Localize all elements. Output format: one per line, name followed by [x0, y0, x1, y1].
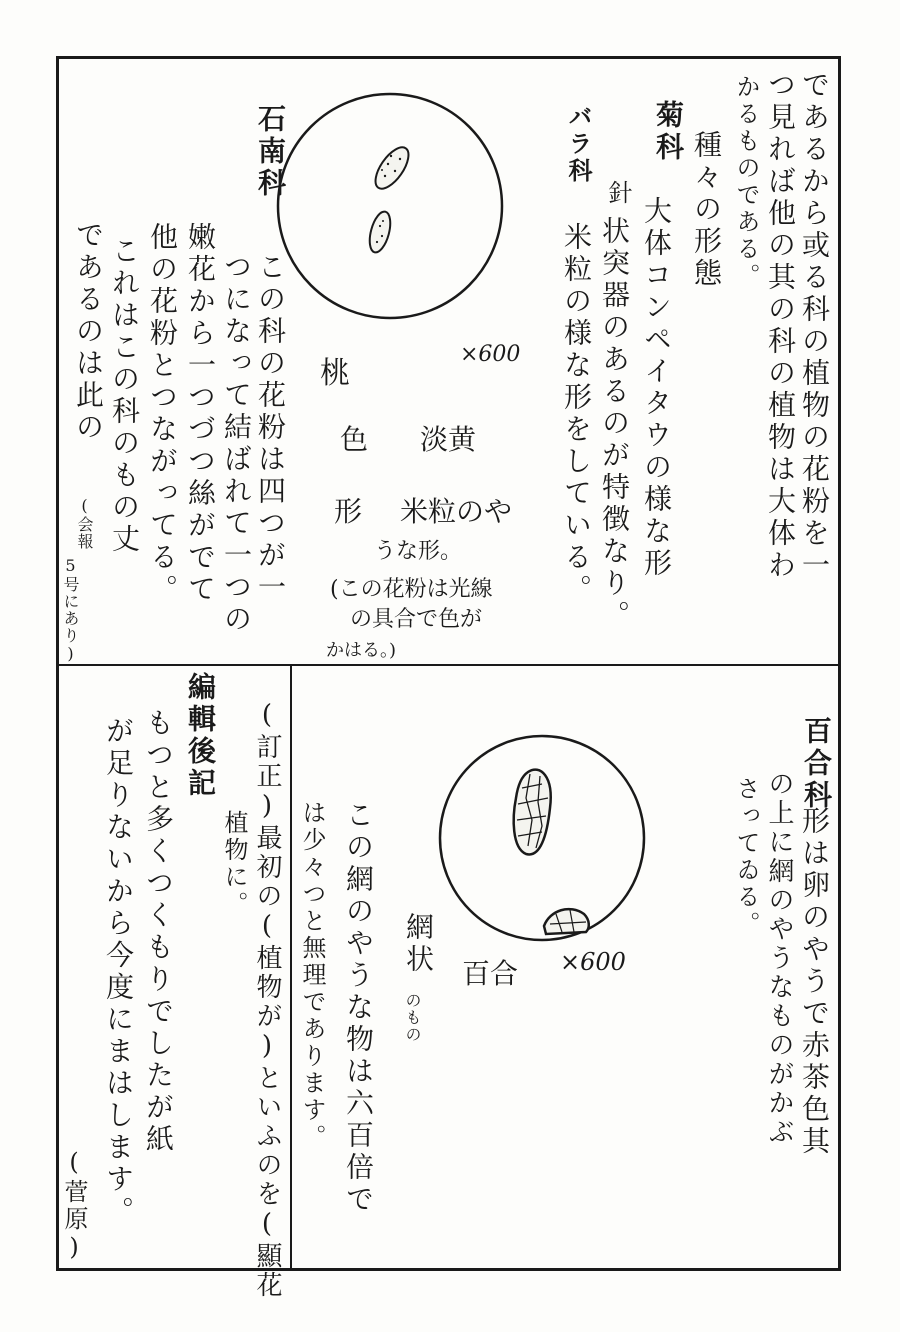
momo-note-line-1: (この花粉は光線	[330, 577, 493, 602]
frame-bottom-split	[290, 666, 292, 1270]
yuri-text-column-2: の上に網のやうなものがかぶ	[764, 770, 794, 1147]
intro-text-column-1: であるから或る科の植物の花粉を一	[798, 70, 831, 582]
kiku-text-column-3: 状突器のあるのが特徴なり。	[598, 216, 631, 632]
intro-text-column-2: つ見れば他の其の科の植物は大体わ	[764, 70, 797, 582]
yuri-pollen-microscope-view	[432, 728, 652, 948]
yuri-text-column-3: さってゐる。	[732, 776, 760, 938]
yuri-text-column-1: 形は卵のやうで赤茶色其	[798, 806, 831, 1158]
ami-label: 網状	[402, 912, 435, 976]
frame-top	[58, 56, 840, 59]
bara-family-heading: バラ科	[564, 104, 593, 185]
momo-pollen-microscope-view	[270, 86, 510, 326]
kiku-text-column-1: 種々の形態	[690, 130, 723, 290]
sekinan-text-column-4: 他の花粉とつながってる。	[146, 222, 179, 606]
kiku-text-column-2-head: 針	[604, 180, 632, 207]
editor-postscript-column-1: もつと多くつくもりでしたが紙	[142, 708, 175, 1156]
kiku-family-heading: 菊科	[652, 100, 685, 164]
frame-bottom	[58, 1268, 840, 1271]
momo-label: 桃	[320, 356, 350, 391]
sekinan-text-column-3: 嫩花から一つづつ絲がでて	[184, 222, 217, 606]
yuri-magnification: ×600	[560, 948, 626, 976]
intro-text-column-3: かるものである。	[732, 74, 760, 290]
mesh-note-column-2: は少々つと無理であります。	[298, 800, 326, 1151]
bara-text-column-1: 米粒の様な形をしている。	[560, 222, 593, 606]
momo-shape-value-2: うな形。	[374, 539, 463, 564]
sekinan-text-column-6: であるのは此の	[72, 220, 105, 444]
sekinan-text-column-1: この科の花粉は四つが一	[254, 252, 287, 604]
kaiho-reference: (会報	[75, 496, 94, 550]
editor-signature: (菅原)	[60, 1148, 88, 1264]
kiku-text-column-2: 大体コンペイタウの様な形	[640, 196, 673, 580]
momo-shape-label: 形	[334, 495, 363, 528]
editor-postscript-heading: 編輯後記	[184, 672, 217, 800]
sekinan-text-column-2: つになって結ばれて一つの	[220, 252, 253, 636]
sekinan-family-heading: 石南科	[254, 104, 287, 200]
momo-note-line-2: の具合で色が	[350, 607, 483, 632]
momo-color-value: 淡黄	[420, 423, 477, 456]
kaiho-reference-number: 5号にあり)	[61, 556, 80, 664]
sekinan-text-column-5: これはこの科のもの丈	[108, 236, 141, 556]
yuri-family-heading: 百合科	[800, 716, 833, 812]
yuri-label: 百合	[462, 957, 519, 990]
ami-small-label: のもの	[403, 992, 422, 1043]
correction-note-column: (訂正)最初の(植物が)といふのを(顯花	[252, 700, 282, 1300]
mesh-note-column-1: この網のやうな物は六百倍で	[342, 800, 375, 1216]
momo-shape-value: 米粒のや	[400, 495, 513, 528]
momo-note-line-3: かはる。)	[326, 640, 397, 661]
momo-color-label: 色	[340, 423, 369, 456]
momo-magnification: ×600	[460, 342, 521, 367]
editor-postscript-column-2: が足りないから今度にまはします。	[102, 716, 135, 1228]
frame-middle-divider	[58, 664, 840, 666]
correction-note-column-2: 植物に。	[220, 810, 248, 918]
